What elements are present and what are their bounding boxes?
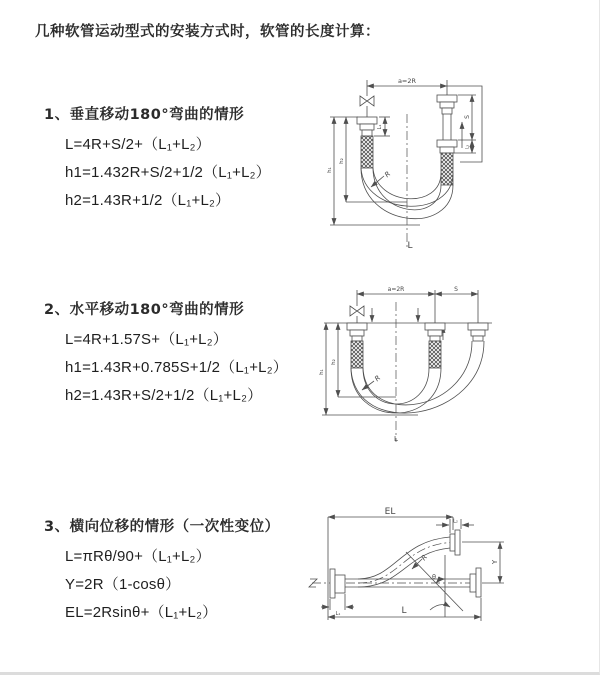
dim-label-h2: h₂: [339, 158, 345, 164]
valve-icon: [360, 96, 374, 117]
section-lateral-displacement: [44, 515, 280, 627]
section-heading: 3、横向位移的情形（一次性变位）: [44, 519, 280, 535]
section-heading: 2、水平移动180°弯曲的情形: [44, 302, 245, 318]
dim-label-l-total: L: [407, 241, 413, 251]
dim-label-l-total: L: [401, 606, 407, 616]
formula-line: h2=1.43R+S/2+1/2（L₁+L₂）: [65, 387, 263, 404]
dim-label-y: Y: [491, 559, 499, 565]
dim-label-l1: L₁: [377, 124, 383, 130]
formula-line: EL=2Rsinθ+（L₁+L₂）: [65, 604, 218, 621]
left-pipe-fitting: [347, 323, 367, 368]
dim-label-h1: h₁: [319, 369, 325, 375]
diagram-lateral-displacement: [300, 495, 600, 645]
dimension-lines: [321, 507, 504, 621]
section-heading: 1、垂直移动180°弯曲的情形: [44, 107, 245, 123]
angle-construction: [406, 552, 463, 617]
section-horizontal-movement: [44, 298, 288, 410]
hose-displaced-position: [358, 537, 450, 587]
dim-label-l2: L₂: [453, 518, 458, 525]
lower-right-flange-fitting: [470, 568, 481, 597]
formula-line: L=4R+S/2+（L₁+L₂）: [65, 136, 211, 153]
dim-label-s: S: [454, 286, 458, 293]
dimension-lines: [319, 286, 492, 415]
left-pipe-fitting: [357, 117, 377, 168]
diagram-horizontal-180-bend: [310, 280, 600, 450]
formula-line: h1=1.432R+S/2+1/2（L₁+L₂）: [65, 164, 271, 181]
dim-label-r: R: [419, 553, 430, 563]
middle-pipe-fitting: [425, 323, 445, 368]
dim-label-el: EL: [384, 507, 396, 517]
dim-label-l1: L₁: [335, 611, 341, 617]
formula-line: h2=1.43R+1/2（L₁+L₂）: [65, 192, 231, 209]
left-flange-fitting: [330, 569, 345, 598]
upper-right-flange-fitting: [450, 530, 460, 555]
dim-label-a2r: a=2R: [387, 286, 405, 293]
right-pipe-fitting: [437, 95, 457, 185]
dim-label-h1: h₁: [327, 167, 333, 173]
hose-u-bend: [351, 341, 484, 413]
section-vertical-movement: [44, 103, 271, 215]
dim-label-theta: θ: [432, 573, 436, 581]
dim-label-r: R: [383, 169, 393, 180]
page-title: 几种软管运动型式的安装方式时，软管的长度计算：: [35, 24, 380, 40]
formula-line: h1=1.43R+0.785S+1/2（L₁+L₂）: [65, 359, 288, 376]
valve-icon: [350, 306, 364, 323]
formula-line: Y=2R（1-cosθ）: [65, 576, 181, 593]
diagram-vertical-180-bend: [310, 70, 600, 260]
formula-line: L=πRθ/90+（L₁+L₂）: [65, 548, 211, 565]
formula-line: L=4R+1.57S+（L₁+L₂）: [65, 331, 228, 348]
dimension-lines: [327, 77, 482, 225]
dim-label-r: R: [373, 373, 383, 384]
dim-label-l2: L₂: [465, 144, 471, 150]
dim-label-a2r: a=2R: [397, 77, 417, 85]
dim-label-l-total: L: [394, 435, 398, 443]
right-pipe-fitting: [468, 323, 488, 341]
dim-label-h2: h₂: [331, 359, 337, 365]
dim-label-s: S: [464, 115, 471, 119]
